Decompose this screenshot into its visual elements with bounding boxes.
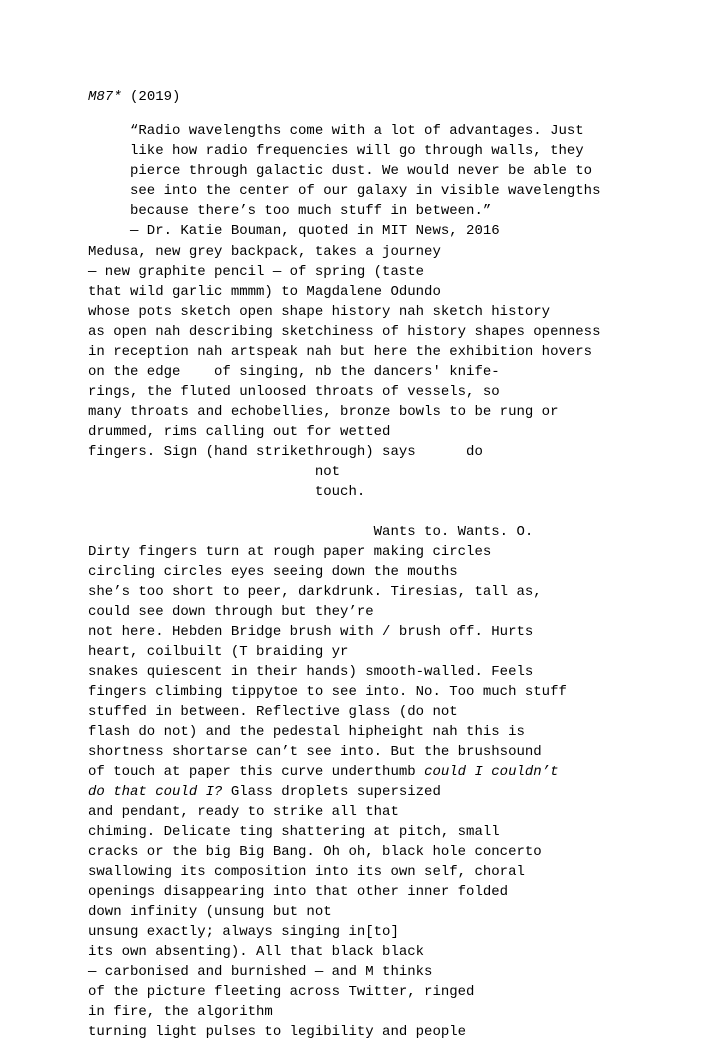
poem-line: down infinity (unsung but not [88,904,332,920]
poem-line: fingers. Sign (hand strikethrough) says do [88,444,483,460]
poem-line-with-italic [88,762,600,782]
epigraph-line: because there’s too much stuff in between.” [130,203,492,219]
poem-line: drummed, rims calling out for wetted [88,424,391,440]
epigraph-line: “Radio wavelengths come with a lot of advantages. Just [130,123,584,139]
poem-line-text: Glass droplets supersized [222,784,441,800]
poem-line: shortness shortarse can’t see into. But the brushsound [88,744,542,760]
poem-line: could see down through but they’re [88,604,374,620]
poem-line: openings disappearing into that other inner folded [88,884,509,900]
poem-line: heart, coilbuilt (T braiding yr [88,644,349,660]
poem-title [88,88,180,106]
poem-line: swallowing its composition into its own self, choral [88,864,525,880]
poem-body [88,242,600,1042]
title-work: M87* [88,89,122,105]
poem-line: rings, the fluted unloosed throats of vessels, so [88,384,500,400]
epigraph-line: pierce through galactic dust. We would never be able to [130,163,593,179]
epigraph-line: see into the center of our galaxy in visible wavelengths [130,183,601,199]
poem-line: Wants to. Wants. O. [88,524,534,540]
poem-line: cracks or the big Big Bang. Oh oh, black hole concerto [88,844,542,860]
poem-line: not here. Hebden Bridge brush with / brush off. Hurts [88,624,534,640]
poem-line: in fire, the algorithm [88,1004,273,1020]
poem-line: many throats and echobellies, bronze bowls to be rung or [88,404,559,420]
poem-line: chiming. Delicate ting shattering at pitch, small [88,824,500,840]
poem-line: Dirty fingers turn at rough paper making circles [88,544,492,560]
poem-line: stuffed in between. Reflective glass (do not [88,704,458,720]
epigraph [130,121,600,241]
title-year: (2019) [130,89,181,105]
poem-line: snakes quiescent in their hands) smooth-walled. Feels [88,664,534,680]
poem-line: turning light pulses to legibility and people [88,1024,467,1040]
poem-line-with-italic [88,782,600,802]
poem-line: unsung exactly; always singing in[to] [88,924,399,940]
poem-line: Medusa, new grey backpack, takes a journey [88,244,441,260]
epigraph-line: like how radio frequencies will go through walls, they [130,143,584,159]
poem-line: and pendant, ready to strike all that [88,804,399,820]
italic-phrase: do that could I? [88,784,223,800]
poem-line: — new graphite pencil — of spring (taste [88,264,425,280]
poem-line: in reception nah artspeak nah but here the exhibition hovers [88,344,593,360]
poem-line-text: of touch at paper this curve underthumb [88,764,425,780]
italic-phrase: could I couldn’t [424,764,559,780]
poem-line: circling circles eyes seeing down the mouths [88,564,458,580]
poem-line: that wild garlic mmmm) to Magdalene Odundo [88,284,441,300]
poem-line: touch. [88,484,366,500]
epigraph-attribution: — Dr. Katie Bouman, quoted in MIT News, 2016 [130,223,500,239]
poem-line: not [88,464,341,480]
stanza-break [88,502,600,522]
poem-line: as open nah describing sketchiness of history shapes openness [88,324,601,340]
poem-line: she’s too short to peer, darkdrunk. Tiresias, tall as, [88,584,542,600]
poem-line: fingers climbing tippytoe to see into. No. Too much stuff [88,684,567,700]
poem-line: of the picture fleeting across Twitter, ringed [88,984,475,1000]
poem-line: — carbonised and burnished — and M thinks [88,964,433,980]
poem-line: on the edge of singing, nb the dancers' knife- [88,364,500,380]
poem-line: flash do not) and the pedestal hipheight nah this is [88,724,525,740]
poem-line: its own absenting). All that black black [88,944,425,960]
poem-line: whose pots sketch open shape history nah sketch history [88,304,551,320]
